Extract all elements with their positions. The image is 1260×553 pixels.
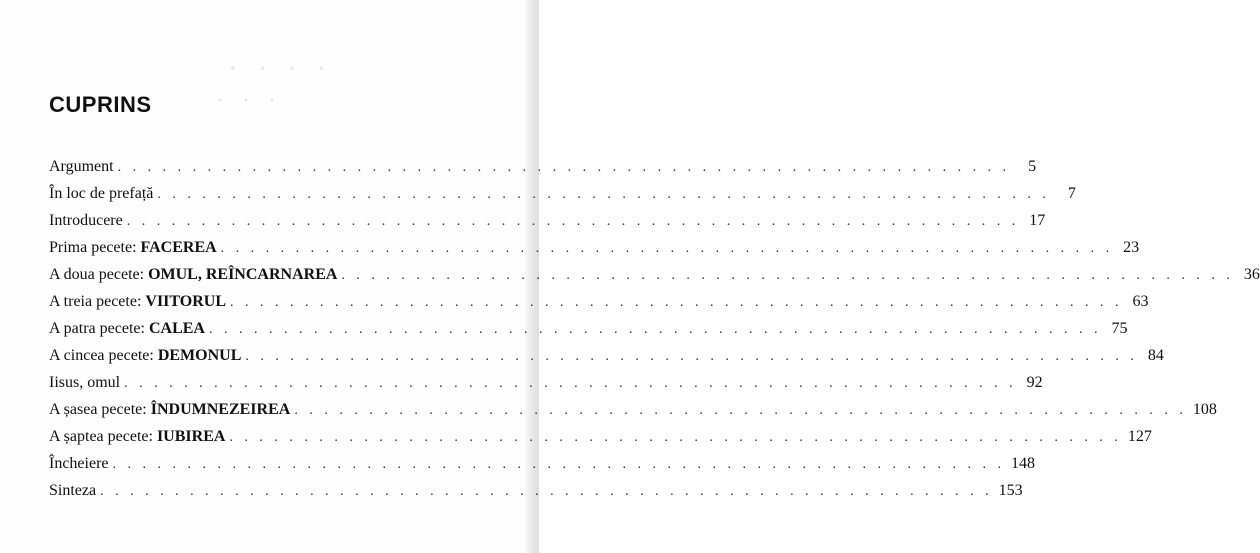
toc-page-number: 153 xyxy=(998,482,1023,499)
toc-entry[interactable] xyxy=(49,288,1149,315)
toc-entry[interactable] xyxy=(49,180,1076,207)
toc-entry-label: Prima pecete: FACEREA xyxy=(49,239,217,256)
toc-entry[interactable] xyxy=(49,342,1164,369)
toc-entry[interactable] xyxy=(49,207,1046,234)
bleed-through-mark: · · · xyxy=(216,88,282,114)
page-title: CUPRINS xyxy=(49,92,152,117)
dot-leader: . . . . . . . . . . . . . . . . . . . . . . . . . . . . . . . . . . . . . . . . . . . . . . . . . . . . . . . . . . . . xyxy=(230,295,1123,310)
table-of-contents xyxy=(49,153,1260,504)
dot-leader: . . . . . . . . . . . . . . . . . . . . . . . . . . . . . . . . . . . . . . . . . . . . . . . . . . . . . . . . . . . . xyxy=(157,187,1050,202)
toc-entry[interactable] xyxy=(49,369,1043,396)
toc-page-number: 5 xyxy=(1028,158,1037,175)
toc-entry-label: A doua pecete: OMUL, REÎNCARNAREA xyxy=(49,266,338,283)
toc-page-number: 92 xyxy=(1026,374,1043,391)
toc-entry-label: A patra pecete: CALEA xyxy=(49,320,205,337)
toc-page-number: 127 xyxy=(1127,428,1152,445)
toc-entry-label: A treia pecete: VIITORUL xyxy=(49,293,227,310)
dot-leader: . . . . . . . . . . . . . . . . . . . . . . . . . . . . . . . . . . . . . . . . . . . . . . . . . . . . . . . . . . . . xyxy=(100,484,993,499)
toc-entry[interactable] xyxy=(49,477,1023,504)
toc-entry-label: A cincea pecete: DEMONUL xyxy=(49,347,242,364)
toc-entry-label: Iisus, omul xyxy=(49,374,121,391)
toc-page-number: 148 xyxy=(1011,455,1036,472)
toc-entry[interactable] xyxy=(49,396,1217,423)
dot-leader: . . . . . . . . . . . . . . . . . . . . . . . . . . . . . . . . . . . . . . . . . . . . . . . . . . . . . . . . . . . . xyxy=(294,403,1187,418)
toc-entry[interactable] xyxy=(49,261,1260,288)
dot-leader: . . . . . . . . . . . . . . . . . . . . . . . . . . . . . . . . . . . . . . . . . . . . . . . . . . . . . . . . . . . . xyxy=(126,214,1020,229)
dot-leader: . . . . . . . . . . . . . . . . . . . . . . . . . . . . . . . . . . . . . . . . . . . . . . . . . . . . . . . . . . . . xyxy=(124,376,1017,391)
toc-entry[interactable] xyxy=(49,450,1036,477)
dot-leader: . . . . . . . . . . . . . . . . . . . . . . . . . . . . . . . . . . . . . . . . . . . . . . . . . . . . . . . . . . . . xyxy=(229,430,1122,445)
dot-leader: . . . . . . . . . . . . . . . . . . . . . . . . . . . . . . . . . . . . . . . . . . . . . . . . . . . . . . . . . . . . xyxy=(112,457,1006,472)
toc-entry-label: Argument xyxy=(49,158,114,175)
toc-entry-label: A șasea pecete: ÎNDUMNEZEIREA xyxy=(49,401,291,418)
toc-page-number: 17 xyxy=(1029,212,1046,229)
dot-leader: . . . . . . . . . . . . . . . . . . . . . . . . . . . . . . . . . . . . . . . . . . . . . . . . . . . . . . . . . . . . xyxy=(245,349,1138,364)
toc-page-number: 108 xyxy=(1192,401,1217,418)
toc-entry[interactable] xyxy=(49,423,1152,450)
dot-leader: . . . . . . . . . . . . . . . . . . . . . . . . . . . . . . . . . . . . . . . . . . . . . . . . . . . . . . . . . . . . xyxy=(208,322,1102,337)
toc-entry-label: Sinteza xyxy=(49,482,97,499)
toc-page-number: 7 xyxy=(1067,185,1076,202)
toc-page-number: 75 xyxy=(1111,320,1128,337)
toc-entry-label: Încheiere xyxy=(49,455,109,472)
toc-page-number: 23 xyxy=(1123,239,1140,256)
dot-leader: . . . . . . . . . . . . . . . . . . . . . . . . . . . . . . . . . . . . . . . . . . . . . . . . . . . . . . . . . . . . xyxy=(117,160,1011,175)
toc-entry[interactable] xyxy=(49,315,1128,342)
toc-page-number: 36 xyxy=(1243,266,1260,283)
dot-leader: . . . . . . . . . . . . . . . . . . . . . . . . . . . . . . . . . . . . . . . . . . . . . . . . . . . . . . . . . . . . xyxy=(341,268,1234,283)
toc-entry-label: Introducere xyxy=(49,212,123,229)
toc-entry-label: A șaptea pecete: IUBIREA xyxy=(49,428,226,445)
dot-leader: . . . . . . . . . . . . . . . . . . . . . . . . . . . . . . . . . . . . . . . . . . . . . . . . . . . . . . . . . . . . xyxy=(220,241,1114,256)
toc-entry-label: În loc de prefață xyxy=(49,185,154,202)
toc-page-number: 63 xyxy=(1132,293,1149,310)
bleed-through-mark: · · · · xyxy=(228,52,333,85)
toc-page-number: 84 xyxy=(1147,347,1164,364)
toc-entry[interactable] xyxy=(49,234,1140,261)
toc-entry[interactable] xyxy=(49,153,1037,180)
